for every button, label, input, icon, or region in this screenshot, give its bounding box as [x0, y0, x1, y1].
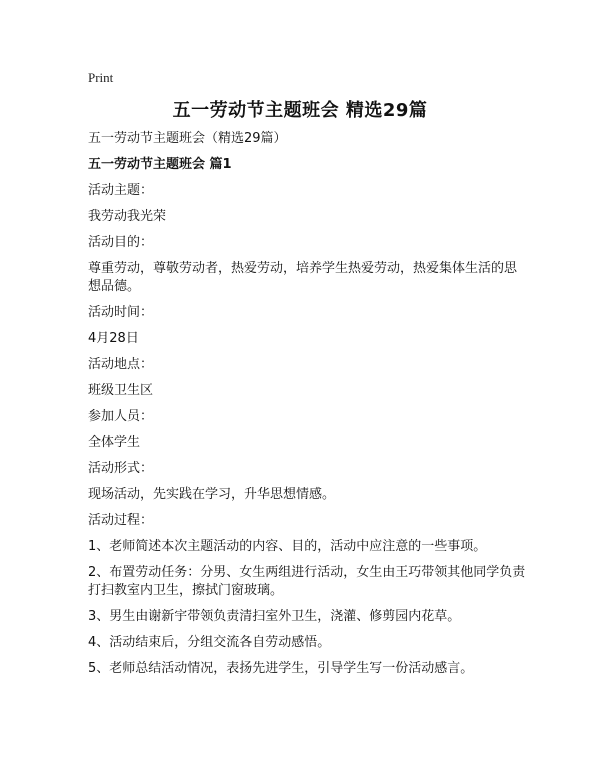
print-link[interactable]: Print: [88, 70, 114, 85]
paragraph: 全体学生: [88, 435, 141, 450]
paragraph: 活动过程：: [88, 513, 154, 528]
paragraph: 4、活动结束后，分组交流各自劳动感悟。: [88, 635, 331, 650]
paragraph: 1、老师简述本次主题活动的内容、目的，活动中应注意的一些事项。: [88, 539, 487, 554]
paragraph: 4月28日: [88, 331, 139, 346]
paragraph: 活动形式：: [88, 461, 154, 476]
paragraph: 2、布置劳动任务：分男、女生两组进行活动，女生由王巧带领其他同学负责打扫教室内卫生，擦拭门窗玻璃。: [88, 565, 526, 598]
paragraph: 3、男生由谢新宇带领负责清扫室外卫生，浇灌、修剪园内花草。: [88, 609, 461, 624]
document-subtitle: 五一劳动节主题班会（精选29篇）: [88, 131, 287, 146]
document-title: 五一劳动节主题班会 精选29篇: [172, 100, 428, 121]
paragraph: 现场活动，先实践在学习，升华思想情感。: [88, 487, 336, 502]
document-body: [88, 130, 528, 686]
paragraph: 活动时间：: [88, 305, 154, 320]
paragraph: 我劳动我光荣: [88, 209, 167, 224]
paragraph: 参加人员：: [88, 409, 154, 424]
paragraph: 尊重劳动，尊敬劳动者，热爱劳动，培养学生热爱劳动，热爱集体生活的思想品德。: [88, 261, 518, 294]
section-heading: 五一劳动节主题班会 篇1: [88, 157, 232, 172]
paragraph: 5、老师总结活动情况，表扬先进学生，引导学生写一份活动感言。: [88, 661, 474, 676]
paragraph: 活动主题：: [88, 183, 154, 198]
paragraph: 班级卫生区: [88, 383, 154, 398]
paragraph: 活动地点：: [88, 357, 154, 372]
paragraph: 活动目的：: [88, 235, 154, 250]
